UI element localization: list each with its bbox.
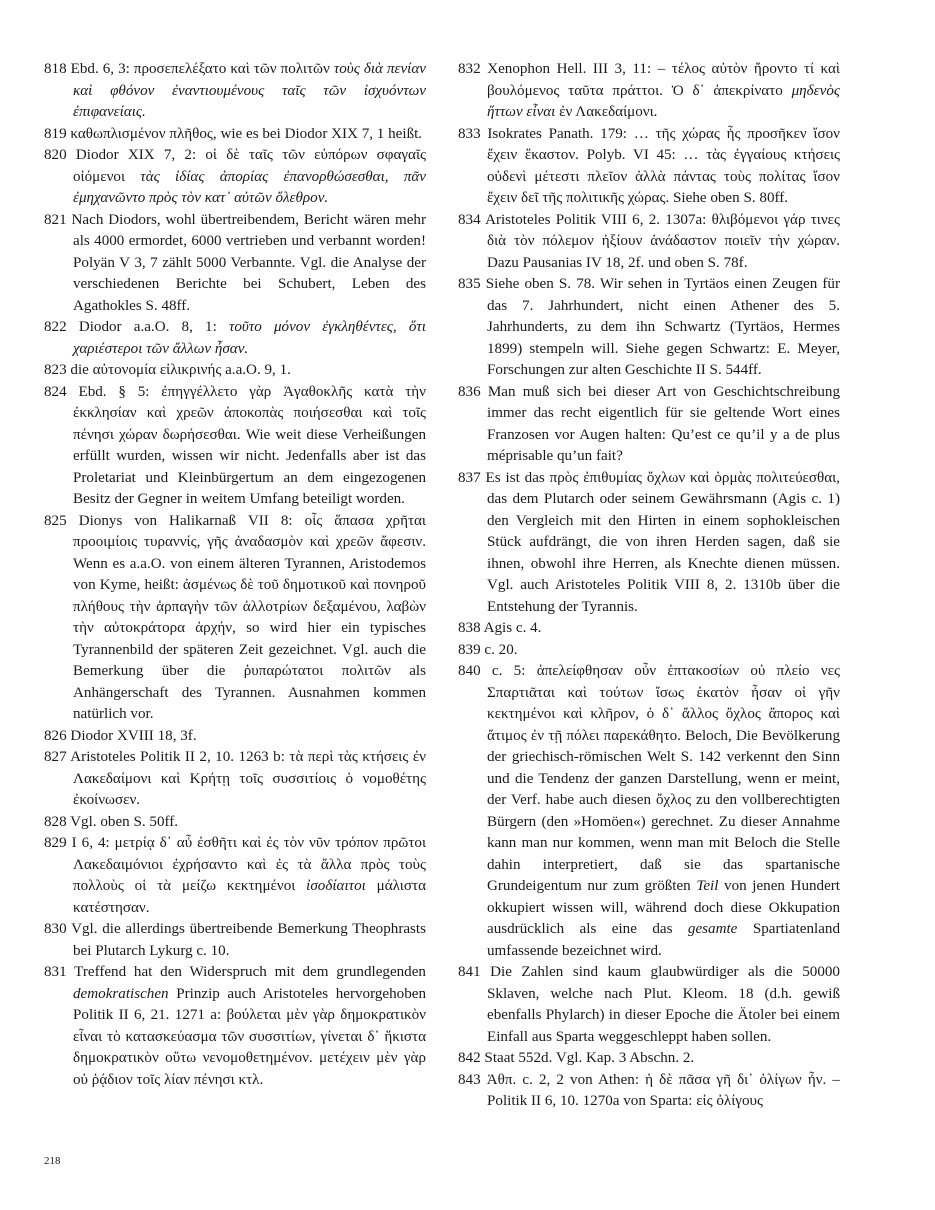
footnote-text: Diodor a.a.O. 8, 1: <box>78 319 229 335</box>
footnotes-right-column <box>458 59 840 1113</box>
footnote-number: 842 <box>458 1050 481 1066</box>
footnote-827 <box>44 747 426 812</box>
footnote-text: Vgl. die allerdings übertreibende Bemerkung Theophrasts bei Plutarch Lykurg c. 10. <box>71 921 426 959</box>
footnotes-left-column <box>44 59 426 1091</box>
footnote-number: 831 <box>44 964 67 980</box>
footnote-number: 843 <box>458 1071 481 1088</box>
footnote-text: von jenen Hundert okkupiert wissen will, während doch diese Okkupation ausdrücklich als eine das <box>487 878 841 937</box>
footnote-number: 824 <box>44 383 67 400</box>
footnote-number: 818 <box>44 61 67 77</box>
footnote-825 <box>44 511 426 726</box>
footnote-italic-text: Teil <box>696 878 719 894</box>
footnote-831 <box>44 962 426 1091</box>
footnote-text: Ebd. 6, 3: προσεπελέξατο καὶ τῶν πολιτῶν <box>70 61 334 77</box>
footnote-text: Diodor XVIII 18, 3f. <box>70 727 197 744</box>
footnote-823 <box>44 360 426 382</box>
footnote-text: Spartiatenland umfassende bezeichnet wird. <box>487 921 840 959</box>
footnote-text: Man muß sich bei dieser Art von Geschichtschreibung immer das recht eigentlich für sie geltende Wort eines Franzosen vor Augen halten: Qu’est ce qu’il y a de plus méprisable qu’un fait? <box>487 383 840 464</box>
footnote-number: 832 <box>458 61 481 77</box>
footnote-833 <box>458 124 840 210</box>
footnote-838 <box>458 618 840 640</box>
footnote-text: Dionys von Halikarnaß VII 8: οἷς ἅπασα χρῆται προοιμίοις τυραννίς, γῆς ἀναδασμὸν καὶ χρεῶν ἄφεσιν. Wenn es a.a.O. von einem älteren Tyrannen, Aristodemos von Kyme, heißt: ἀσμένως δὲ τοῦ δημοτικοῦ καὶ πονηροῦ πλήθους τὴν ἁρπαγὴν τῶν ἀλλοτρίων δεξαμένου, λαβὼν τὴν αὐτοκράτορα ἀρχήν, so wird hier ein typisches Tyrannenbild der späteren Zeit gezeichnet. Vgl. auch die Bemerkung über die ῥυπαρώτατοι πολιτῶν als Anhängerschaft des Tyrannen. Ausnahmen kommen natürlich vor. <box>73 512 426 722</box>
footnote-text: Xenophon Hell. III 3, 11: – τέλος αὐτὸν ἤροντο τί καὶ βουλόμενος ταῦτα πράττοι. Ὁ δ᾽ ἀπεκρίνατο <box>487 61 840 99</box>
footnote-text: I 6, 4: μετρίᾳ δ᾽ αὖ ἐσθῆτι καὶ ἐς τὸν νῦν τρόπον πρῶτοι Λακεδαιμόνιοι ἐχρήσαντο καὶ ἐς τὰ ἄλλα πρὸς τοὺς πολλοὺς οἱ τὰ μείζω κεκτημένοι <box>71 835 427 894</box>
footnote-number: 819 <box>44 125 67 142</box>
footnote-text: die αὐτονομία εἰλικρινής a.a.O. 9, 1. <box>70 362 291 378</box>
footnote-number: 838 <box>458 620 481 636</box>
footnote-number: 837 <box>458 469 481 486</box>
footnote-821 <box>44 210 426 318</box>
footnote-number: 828 <box>44 813 67 830</box>
footnote-text: Ἀθπ. c. 2, 2 von Athen: ἡ δὲ πᾶσα γῆ δι᾽ ὀλίγων ἦν. – Politik II 6, 10. 1270a von Sparta: εἰς ὀλίγους <box>486 1071 840 1109</box>
footnote-number: 830 <box>44 921 67 937</box>
footnote-837 <box>458 468 840 619</box>
footnote-text: Prinzip auch Aristoteles hervorgehoben Politik II 6, 21. 1271 a: βούλεται μὲν γὰρ δημοκρατικὸν εἶναι τὸ κατασκεύασμα τῶν συσσιτίων, γίνεται δ᾽ ἥκιστα δημοκρατικὸν οὕτω νενομοθετημένον. μετέχειν μὲν γὰρ οὐ ῥᾴδιον τοῖς λίαν πένησι κτλ. <box>73 985 426 1088</box>
footnote-text: Nach Diodors, wohl übertreibendem, Bericht wären mehr als 4000 ermordet, 6000 vertrieben und verbannt worden! Polyän V 3, 7 zählt 5000 Verbannte. Vgl. die Analyse der verschiedenen Berichte bei Schubert, Leben des Agathokles S. 48ff. <box>71 211 426 314</box>
footnote-text: c. 20. <box>484 641 518 658</box>
footnote-italic-text: demokratischen <box>73 985 169 1002</box>
footnote-italic-text: τοὺς διὰ πενίαν καὶ φθόνον ἐναντιουμένους ταῖς τῶν ἰσχυόντων ἐπιφανείαις. <box>73 61 426 120</box>
footnote-text: Diodor XIX 7, 2: οἱ δὲ ταῖς τῶν εὐπόρων σφαγαῖς οἰόμενοι <box>73 147 426 185</box>
footnote-841 <box>458 962 840 1048</box>
footnote-number: 840 <box>458 663 481 679</box>
footnote-829 <box>44 833 426 919</box>
footnote-italic-text: gesamte <box>687 921 738 937</box>
footnote-text: ἐν Λακεδαίμονι. <box>555 104 658 120</box>
footnote-italic-text: τοῦτο μόνον ἐγκληθέντες, ὅτι χαριέστεροι τῶν ἄλλων ἦσαν. <box>73 319 426 357</box>
footnote-842 <box>458 1048 840 1070</box>
footnote-italic-text: τὰς ἰδίας ἀπορίας ἐπανορθώσεσθαι, πᾶν ἐμηχανῶντο πρὸς τὸν κατ᾽ αὐτῶν ὄλεθρον. <box>73 168 426 206</box>
footnote-840 <box>458 661 840 962</box>
footnote-number: 835 <box>458 276 481 292</box>
footnote-818 <box>44 59 426 124</box>
footnote-819 <box>44 124 426 146</box>
footnote-number: 836 <box>458 383 481 400</box>
footnote-number: 841 <box>458 964 481 980</box>
footnote-number: 834 <box>458 211 481 228</box>
footnote-text: Aristoteles Politik II 2, 10. 1263 b: τὰ περὶ τὰς κτήσεις ἐν Λακεδαίμονι καὶ Κρήτῃ τοῖς συσσιτίοις ὁ νομοθέτης ἐκοίνωσεν. <box>70 749 426 808</box>
footnote-820 <box>44 145 426 210</box>
footnote-826 <box>44 726 426 748</box>
footnote-text: Staat 552d. Vgl. Kap. 3 Abschn. 2. <box>484 1050 695 1066</box>
footnote-822 <box>44 317 426 360</box>
footnote-text: c. 5: ἀπελείφθησαν οὖν ἑπτακοσίων οὐ πλείο νες Σπαρτιᾶται καὶ τούτων ἴσως ἑκατὸν ἦσαν οἱ γῆν κεκτημένοι καὶ κλῆρον, ὁ δ᾽ ἄλλος ὄχλος ἄπορος καὶ ἄτιμος ἐν τῇ πόλει παρεκάθητο. Beloch, Die Bevölkerung der griechisch-römischen Welt S. 142 verkennt den Sinn und die Tendenz der ganzen Darstellung, wenn er meint, der Verf. habe auch diesen ὄχλος zu den vollberechtigten Bürgern (den »Homöen«) gerechnet. Zu dieser Annahme kann man nur kommen, wenn man mit Beloch die Stelle dahin interpretiert, daß sie das spartanische Grundeigentum nur zum größten <box>487 663 840 894</box>
footnote-830 <box>44 919 426 962</box>
footnote-number: 823 <box>44 362 67 378</box>
footnote-text: Die Zahlen sind kaum glaubwürdiger als die 50000 Sklaven, welche nach Plut. Kleom. 18 (d.h. gewiß ebenfalls Phylarch) in dieser Epoche die Ätoler bei einem Einfall aus Sparta weggeschleppt haben sollen. <box>487 964 840 1045</box>
footnote-text: Aristoteles Politik VIII 6, 2. 1307a: θλιβόμενοι γάρ τινες διὰ τὸν πόλεμον ἠξίουν ἀνάδαστον ποιεῖν τὴν χώραν. Dazu Pausanias IV 18, 2f. und oben S. 78f. <box>485 211 840 271</box>
footnote-843 <box>458 1070 840 1113</box>
footnote-text: Isokrates Panath. 179: … τῆς χώρας ἧς προσῆκεν ἴσον ἔχειν ἕκαστον. Polyb. VI 45: … τὰς ἐγγαίους κτήσεις οὐδενὶ μέτεστι πλεῖον ἀλλὰ πάντας τοὺς πολίτας ἴσον ἔχειν δεῖ τῆς πολιτικῆς χώρας. Siehe oben S. 80ff. <box>487 125 840 206</box>
footnote-number: 820 <box>44 147 67 163</box>
footnote-824 <box>44 382 426 511</box>
footnote-number: 829 <box>44 835 67 851</box>
footnote-text: μάλιστα κατέστησαν. <box>73 878 426 916</box>
footnote-number: 839 <box>458 641 481 658</box>
footnote-836 <box>458 382 840 468</box>
footnote-834 <box>458 210 840 275</box>
footnote-text: Ebd. § 5: ἐπηγγέλλετο γὰρ Ἀγαθοκλῆς κατὰ τὴν ἐκκλησίαν καὶ χρεῶν ἀποκοπὰς ποιήσεσθαι καὶ τοῖς πένησι χώραν δωρήσεσθαι. Wie weit diese Verheißungen erfüllt wurden, wissen wir nicht. Jedenfalls aber ist das Proletariat und Kleinbürgertum an dem eingezogenen Besitz der Gegner in weitem Umfang beteiligt worden. <box>73 383 426 507</box>
footnote-italic-text: ἰσοδίαιτοι <box>306 878 366 894</box>
footnote-835 <box>458 274 840 382</box>
footnote-number: 826 <box>44 727 67 744</box>
footnote-text: Treffend hat den Widerspruch mit dem grundlegenden <box>74 964 426 980</box>
footnote-text: Es ist das πρὸς ἐπιθυμίας ὄχλων καὶ ὁρμὰς πολιτεύεσθαι, das dem Plutarch oder seinem Gewährsmann (Agis c. 1) den Vergleich mit den Hirten in einem sophokleischen Stück aufdrängt, die von ihren Herden sagen, daß sie ihnen, obwohl ihre Herren, als Knechte dienen müssen. Vgl. auch Aristoteles Politik VIII 8, 2. 1310b über die Entstehung der Tyrannis. <box>485 469 841 615</box>
footnote-number: 821 <box>44 211 67 228</box>
footnote-text: καθωπλισμένον πλῆθος, wie es bei Diodor XIX 7, 1 heißt. <box>70 125 423 142</box>
footnote-number: 822 <box>44 319 67 335</box>
footnote-text: Siehe oben S. 78. Wir sehen in Tyrtäos einen Zeugen für das 7. Jahrhundert, nicht einen Athener des 5. Jahrhunderts, zu dem ihn Schwartz (Tyrtäos, Hermes 1899) stempeln will. Siehe gegen Schwartz: E. Meyer, Forschungen zur alten Geschichte II S. 544ff. <box>485 276 840 378</box>
footnote-italic-text: μηδενὸς ἥττων εἶναι <box>487 82 840 120</box>
footnote-839 <box>458 640 840 662</box>
footnote-number: 827 <box>44 749 67 765</box>
footnote-832 <box>458 59 840 124</box>
footnote-text: Agis c. 4. <box>483 620 542 636</box>
footnote-text: Vgl. oben S. 50ff. <box>70 813 179 830</box>
footnote-number: 825 <box>44 512 67 529</box>
footnote-number: 833 <box>458 125 481 142</box>
page-number: 218 <box>44 1155 61 1167</box>
footnote-828 <box>44 812 426 834</box>
